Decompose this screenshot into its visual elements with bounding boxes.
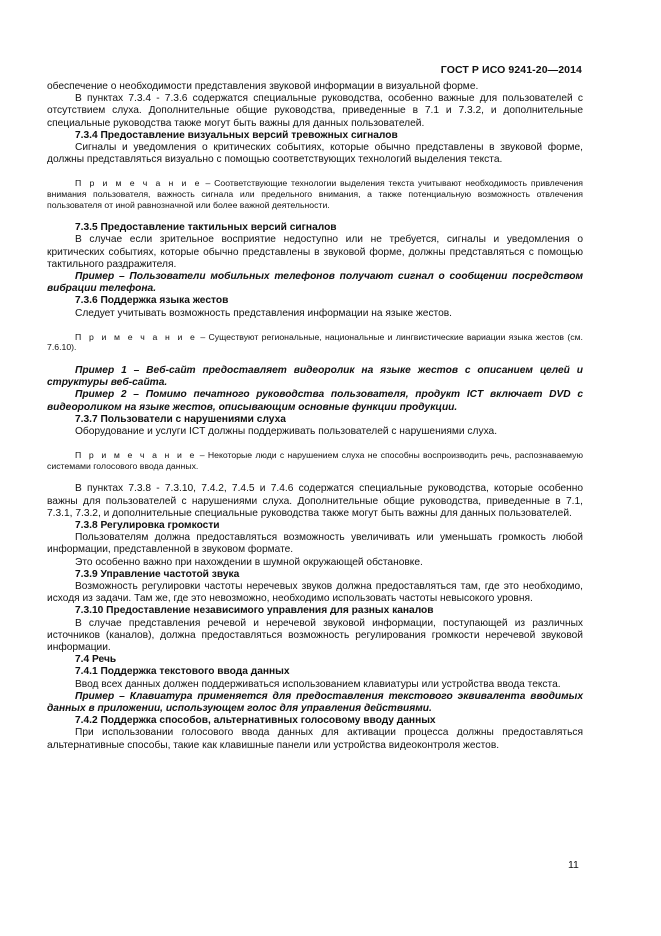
section-heading-7-3-6: 7.3.6 Поддержка языка жестов bbox=[75, 295, 229, 307]
page-number: 11 bbox=[568, 859, 579, 871]
note-text: – Существуют региональные, национальные и лингвистические вариации языка жестов (см. 7.6.10). bbox=[47, 331, 583, 353]
paragraph: Возможность регулировки частоты неречевых звуков должна предоставляться там, где это необходимо, исходя из задачи. Там же, где это невозможно, необходимо использовать частоты невысокого уровня. bbox=[47, 581, 583, 605]
paragraph: Следует учитывать возможность представления информации на языке жестов. bbox=[75, 307, 453, 319]
paragraph: При использовании голосового ввода данных для активации процесса должны предоставляться альтернативные способы, такие как клавишные панели или устройства видеоконтроля жестов. bbox=[47, 727, 583, 751]
example: Пример 2 – Помимо печатного руководства пользователя, продукт ICT включает DVD с видеороликом на языке жестов, описывающим основные функции продукции. bbox=[47, 389, 583, 413]
note-label: П р и м е ч а н и е bbox=[75, 450, 197, 461]
note-label: П р и м е ч а н и е bbox=[75, 178, 202, 189]
paragraph: Пользователям должна предоставляться возможность увеличивать или уменьшать громкость любой информации, представленной в звуковом формате. bbox=[47, 532, 583, 556]
note bbox=[47, 178, 583, 210]
paragraph: В пунктах 7.3.4 - 7.3.6 содержатся специальные руководства, особенно важные для пользователей с отсутствием слуха. Дополнительные общие руководства, приведенные в 7.1 и 7.3.2, и дополнительные специальные руководства также могут быть важны для данных пользователей. bbox=[47, 93, 583, 129]
section-heading-7-3-8: 7.3.8 Регулировка громкости bbox=[75, 520, 220, 532]
paragraph: В пунктах 7.3.8 - 7.3.10, 7.4.2, 7.4.5 и 7.4.6 содержатся специальные руководства, которые особенно важны для пользователей с нарушениями слуха. Дополнительные общие руководства, приведенные в 7.1, 7.3.1, 7.3.2, и дополнительные специальные руководства также могут быть важны для данных пользователей. bbox=[47, 483, 583, 519]
note-label: П р и м е ч а н и е bbox=[75, 331, 198, 342]
note-text: – Соответствующие технологии выделения текста учитывают необходимость привлечения внимания пользователя, важность сигнала или предельного внимания, а также потенциальную возможность отвлечения пользователя от иной равнозначной или более важной деятельности. bbox=[47, 178, 583, 210]
section-heading-7-3-10: 7.3.10 Предоставление независимого управления для разных каналов bbox=[75, 605, 434, 617]
example: Пример – Клавиатура применяется для предоставления текстового эквивалента вводимых данных в приложении, использующем голос для управления действиями. bbox=[47, 690, 583, 715]
paragraph: Ввод всех данных должен поддерживаться использованием клавиатуры или устройства ввода текста. bbox=[75, 678, 561, 690]
paragraph: Оборудование и услуги ICT должны поддерживать пользователей с нарушениями слуха. bbox=[75, 426, 498, 438]
section-heading-7-3-7: 7.3.7 Пользователи с нарушениями слуха bbox=[75, 413, 286, 425]
section-heading-7-3-9: 7.3.9 Управление частотой звука bbox=[75, 568, 240, 580]
note-text: – Некоторые люди с нарушением слуха не способны воспроизводить речь, распознаваемую системами голосового ввода данных. bbox=[47, 450, 583, 471]
note bbox=[47, 332, 583, 353]
section-heading-7-4-1: 7.4.1 Поддержка текстового ввода данных bbox=[75, 666, 290, 678]
paragraph: В случае представления речевой и неречевой звуковой информации, поступающей из различных источников (каналов), должна предоставляться возможность регулирования громкости неречевой звуковой информации. bbox=[47, 617, 583, 654]
paragraph: Сигналы и уведомления о критических событиях, которые обычно представлены в звуковой форме, должны представляться визуально с помощью соответствующих технологий выделения текста. bbox=[47, 142, 583, 166]
paragraph: обеспечение о необходимости представления звуковой информации в визуальной форме. bbox=[47, 81, 479, 92]
example: Пример – Пользователи мобильных телефонов получают сигнал о сообщении посредством вибрации телефона. bbox=[47, 271, 583, 295]
section-heading-7-3-5: 7.3.5 Предоставление тактильных версий сигналов bbox=[75, 222, 337, 234]
note bbox=[47, 450, 583, 471]
section-heading-7-3-4: 7.3.4 Предоставление визуальных версий тревожных сигналов bbox=[75, 129, 398, 141]
paragraph: Это особенно важно при нахождении в шумной окружающей обстановке. bbox=[75, 556, 423, 568]
example: Пример 1 – Веб-сайт предоставляет видеоролик на языке жестов с описанием целей и структуры веб-сайта. bbox=[47, 365, 583, 389]
standard-header: ГОСТ Р ИСО 9241-20—2014 bbox=[440, 64, 582, 76]
page-content bbox=[47, 81, 583, 752]
paragraph: В случае если зрительное восприятие недоступно или не требуется, сигналы и уведомления о критических событиях, которые обычно представлены в звуковой форме, должны представляться с помощью тактильного раздражителя. bbox=[47, 234, 583, 270]
section-heading-7-4: 7.4 Речь bbox=[75, 654, 117, 666]
section-heading-7-4-2: 7.4.2 Поддержка способов, альтернативных голосовому вводу данных bbox=[75, 715, 436, 727]
